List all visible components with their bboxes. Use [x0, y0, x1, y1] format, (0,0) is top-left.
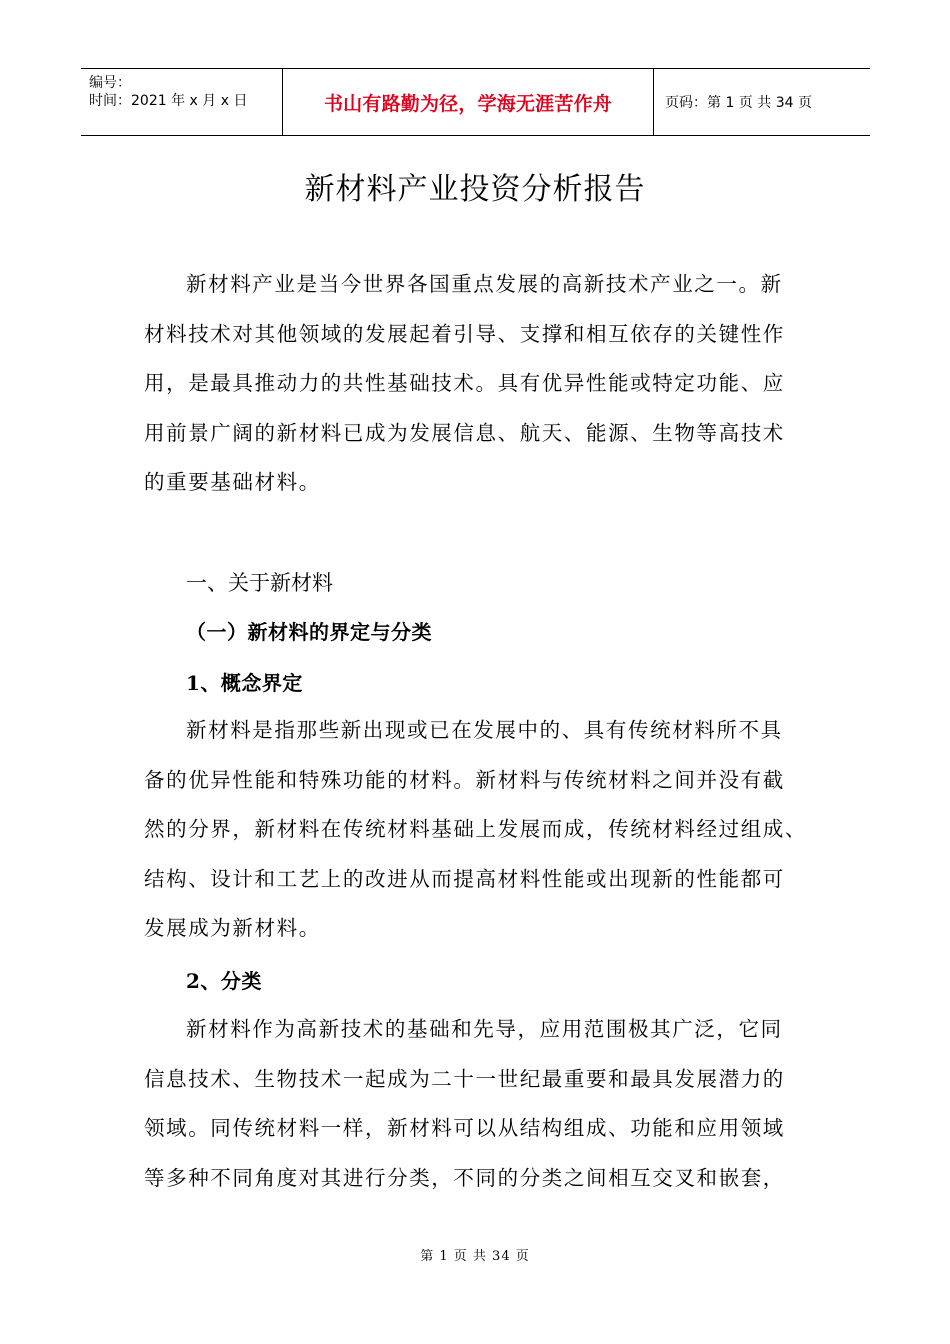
concept-line: 发展成为新材料。	[144, 916, 321, 941]
subsection-heading: （一）新材料的界定与分类	[186, 620, 432, 644]
document-header	[81, 68, 870, 136]
classification-line: 信息技术、生物技术一起成为二十一世纪最重要和最具发展潜力的	[144, 1066, 785, 1091]
classification-line: 领域。同传统材料一样，新材料可以从结构组成、功能和应用领域	[144, 1116, 785, 1141]
intro-paragraph	[144, 260, 824, 508]
intro-line: 新材料产业是当今世界各国重点发展的高新技术产业之一。新	[186, 272, 783, 296]
intro-line: 材料技术对其他领域的发展起着引导、支撑和相互依存的关键性作	[144, 321, 785, 346]
intro-line: 的重要基础材料。	[144, 470, 321, 495]
classification-line: 等多种不同角度对其进行分类，不同的分类之间相互交叉和嵌套，	[144, 1165, 785, 1190]
concept-line: 新材料是指那些新出现或已在发展中的、具有传统材料所不具	[186, 718, 783, 742]
number-label: 编号：	[89, 75, 131, 91]
header-motto-cell	[282, 69, 654, 135]
classification-line: 新材料作为高新技术的基础和先导，应用范围极其广泛，它同	[186, 1017, 783, 1041]
classification-paragraph	[144, 1005, 824, 1203]
item-heading-classification: 2、分类	[186, 969, 262, 993]
concept-line: 然的分界，新材料在传统材料基础上发展而成，传统材料经过组成、	[144, 817, 807, 842]
section-heading: 一、关于新材料	[186, 571, 333, 595]
header-meta-cell	[81, 69, 282, 135]
concept-line: 结构、设计和工艺上的改进从而提高材料性能或出现新的性能都可	[144, 866, 785, 891]
item-heading-concept: 1、概念界定	[186, 671, 303, 695]
time-label: 时间：2021 年 x 月 x 日	[89, 93, 248, 109]
concept-paragraph	[144, 706, 824, 954]
concept-line: 备的优异性能和特殊功能的材料。新材料与传统材料之间并没有截	[144, 767, 785, 792]
page-footer: 第 1 页 共 34 页	[420, 1249, 530, 1264]
intro-line: 用前景广阔的新材料已成为发展信息、航天、能源、生物等高技术	[144, 420, 785, 445]
intro-line: 用，是最具推动力的共性基础技术。具有优异性能或特定功能、应	[144, 371, 785, 396]
motto-text: 书山有路勤为径，学海无涯苦作舟	[323, 92, 612, 115]
header-page-cell	[654, 69, 870, 135]
page-code: 页码：第 1 页 共 34 页	[665, 95, 812, 111]
document-title: 新材料产业投资分析报告	[304, 172, 646, 207]
